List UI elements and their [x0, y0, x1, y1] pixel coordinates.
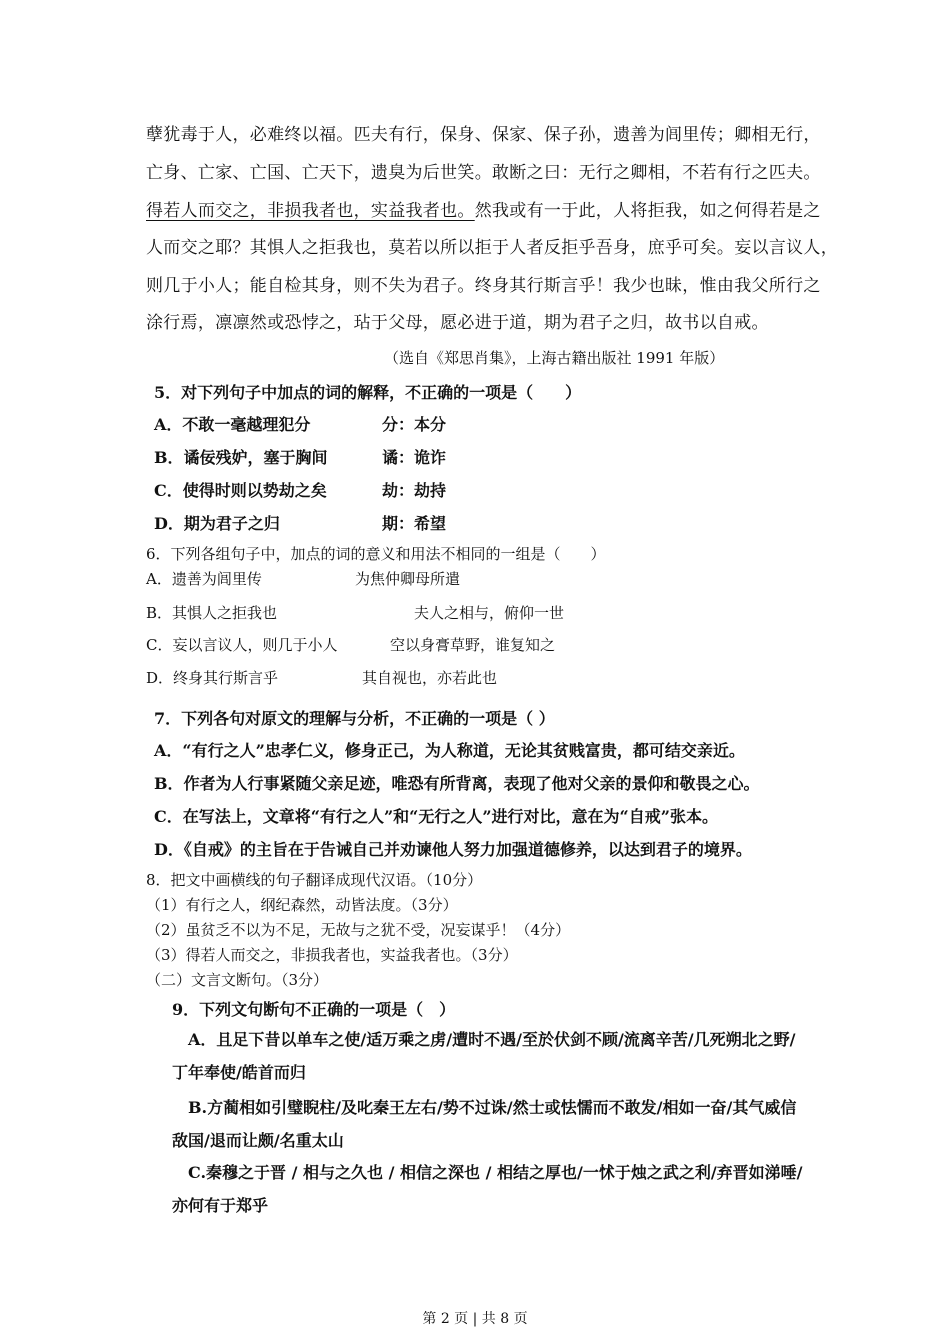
- q9-option-b-line-2: 敌国/退而让颇/名重太山: [172, 1131, 344, 1150]
- page-footer: 第 2 页 | 共 8 页: [422, 1311, 528, 1327]
- passage-line-5: 则几于小人；能自检其身，则不失为君子。终身其行斯言乎！我少也昧，惟由我父所行之: [146, 276, 821, 296]
- q8-stem: 8．把文中画横线的句子翻译成现代汉语。（10分）: [146, 871, 483, 889]
- section-2-heading: （二）文言文断句。（3分）: [146, 971, 329, 989]
- passage-line-3-rest: 然我或有一于此，人将拒我，如之何得若是之: [474, 201, 821, 221]
- q5-gloss-a: 分：本分: [382, 415, 447, 434]
- q9-option-c-line-1: C.秦穆之于晋 / 相与之久也 / 相信之深也 / 相结之厚也/一怵于烛之武之利/弃晋如涕唾/: [188, 1163, 803, 1182]
- passage-line-1: 孽犹毒于人，必难终以福。匹夫有行，保身、保家、保子孙，遗善为闾里传；卿相无行，: [146, 125, 821, 145]
- q9-stem: 9．下列文句断句不正确的一项是（ ）: [172, 1000, 456, 1019]
- q6-option-c-right: 空以身膏草野，谁复知之: [390, 636, 556, 654]
- q5-gloss-b: 谲：诡诈: [382, 448, 447, 467]
- q7-option-b: B．作者为人行事紧随父亲足迹，唯恐有所背离，表现了他对父亲的景仰和敬畏之心。: [154, 774, 760, 793]
- q5-stem: 5．对下列句子中加点的词的解释，不正确的一项是（ ）: [154, 383, 582, 402]
- q6-option-b-right: 夫人之相与，俯仰一世: [414, 604, 565, 622]
- q5-option-d: D．期为君子之归: [154, 514, 280, 533]
- q6-option-a-right: 为焦仲卿母所遣: [355, 570, 461, 588]
- passage-line-4: 人而交之耶？其惧人之拒我也，莫若以所以拒于人者反拒乎吾身，庶乎可矣。妄以言议人，: [146, 238, 838, 258]
- q6-option-a-left: A．遗善为闾里传: [146, 570, 262, 588]
- q8-item-2: （2）虽贫乏不以为不足，无故与之犹不受，况妄谋乎！（4分）: [146, 921, 571, 939]
- underlined-sentence: 得若人而交之，非损我者也，实益我者也。: [146, 201, 475, 221]
- q7-option-c: C．在写法上，文章将“有行之人”和“无行之人”进行对比，意在为“自戒”张本。: [154, 807, 718, 826]
- q5-option-b: B．谲佞残妒，塞于胸间: [154, 448, 328, 467]
- q6-option-b-left: B．其惧人之拒我也: [146, 604, 278, 622]
- q7-option-a: A．“有行之人”忠孝仁义，修身正己，为人称道，无论其贫贱富贵，都可结交亲近。: [154, 741, 745, 760]
- q6-stem: 6．下列各组句子中，加点的词的意义和用法不相同的一组是（ ）: [146, 545, 606, 563]
- q8-item-1: （1）有行之人，纲纪森然，动皆法度。（3分）: [146, 896, 458, 914]
- q7-stem: 7．下列各句对原文的理解与分析，不正确的一项是（ ）: [154, 709, 555, 728]
- q6-option-d-right: 其自视也，亦若此也: [362, 669, 498, 687]
- q6-option-c-left: C．妄以言议人，则几于小人: [146, 636, 338, 654]
- q5-option-a: A．不敢一毫越理犯分: [154, 415, 311, 434]
- q9-option-c-line-2: 亦何有于郑乎: [172, 1196, 269, 1215]
- passage-line-2: 亡身、亡家、亡国、亡天下，遗臭为后世笑。敢断之曰：无行之卿相，不若有行之匹夫。: [146, 163, 821, 183]
- q6-option-d-left: D．终身其行斯言乎: [146, 669, 279, 687]
- q8-item-3: （3）得若人而交之，非损我者也，实益我者也。（3分）: [146, 946, 518, 964]
- passage-source: （选自《郑思肖集》，上海古籍出版社 1991 年版）: [384, 349, 725, 367]
- q7-option-d: D．《自戒》的主旨在于告诫自己并劝谏他人努力加强道德修养，以达到君子的境界。: [154, 840, 752, 859]
- q5-option-c: C．使得时则以势劫之矣: [154, 481, 327, 500]
- q9-option-a-line-2: 丁年奉使/皓首而归: [172, 1063, 306, 1082]
- q5-gloss-d: 期：希望: [382, 514, 447, 533]
- passage-line-3: [146, 201, 821, 221]
- q5-gloss-c: 劫：劫持: [382, 481, 447, 500]
- q9-option-b-line-1: B.方蔺相如引璧睨柱/及叱秦王左右/势不过诛/然士或怯懦而不敢发/相如一奋/其气威信: [188, 1098, 797, 1117]
- q9-option-a-line-1: A．且足下昔以单车之使/适万乘之虏/遭时不遇/至於伏剑不顾/流离辛苦/几死朔北之野/: [188, 1030, 796, 1049]
- passage-line-6: 涂行焉，凛凛然或恐悖之，玷于父母，愿必进于道，期为君子之归，故书以自戒。: [146, 313, 769, 333]
